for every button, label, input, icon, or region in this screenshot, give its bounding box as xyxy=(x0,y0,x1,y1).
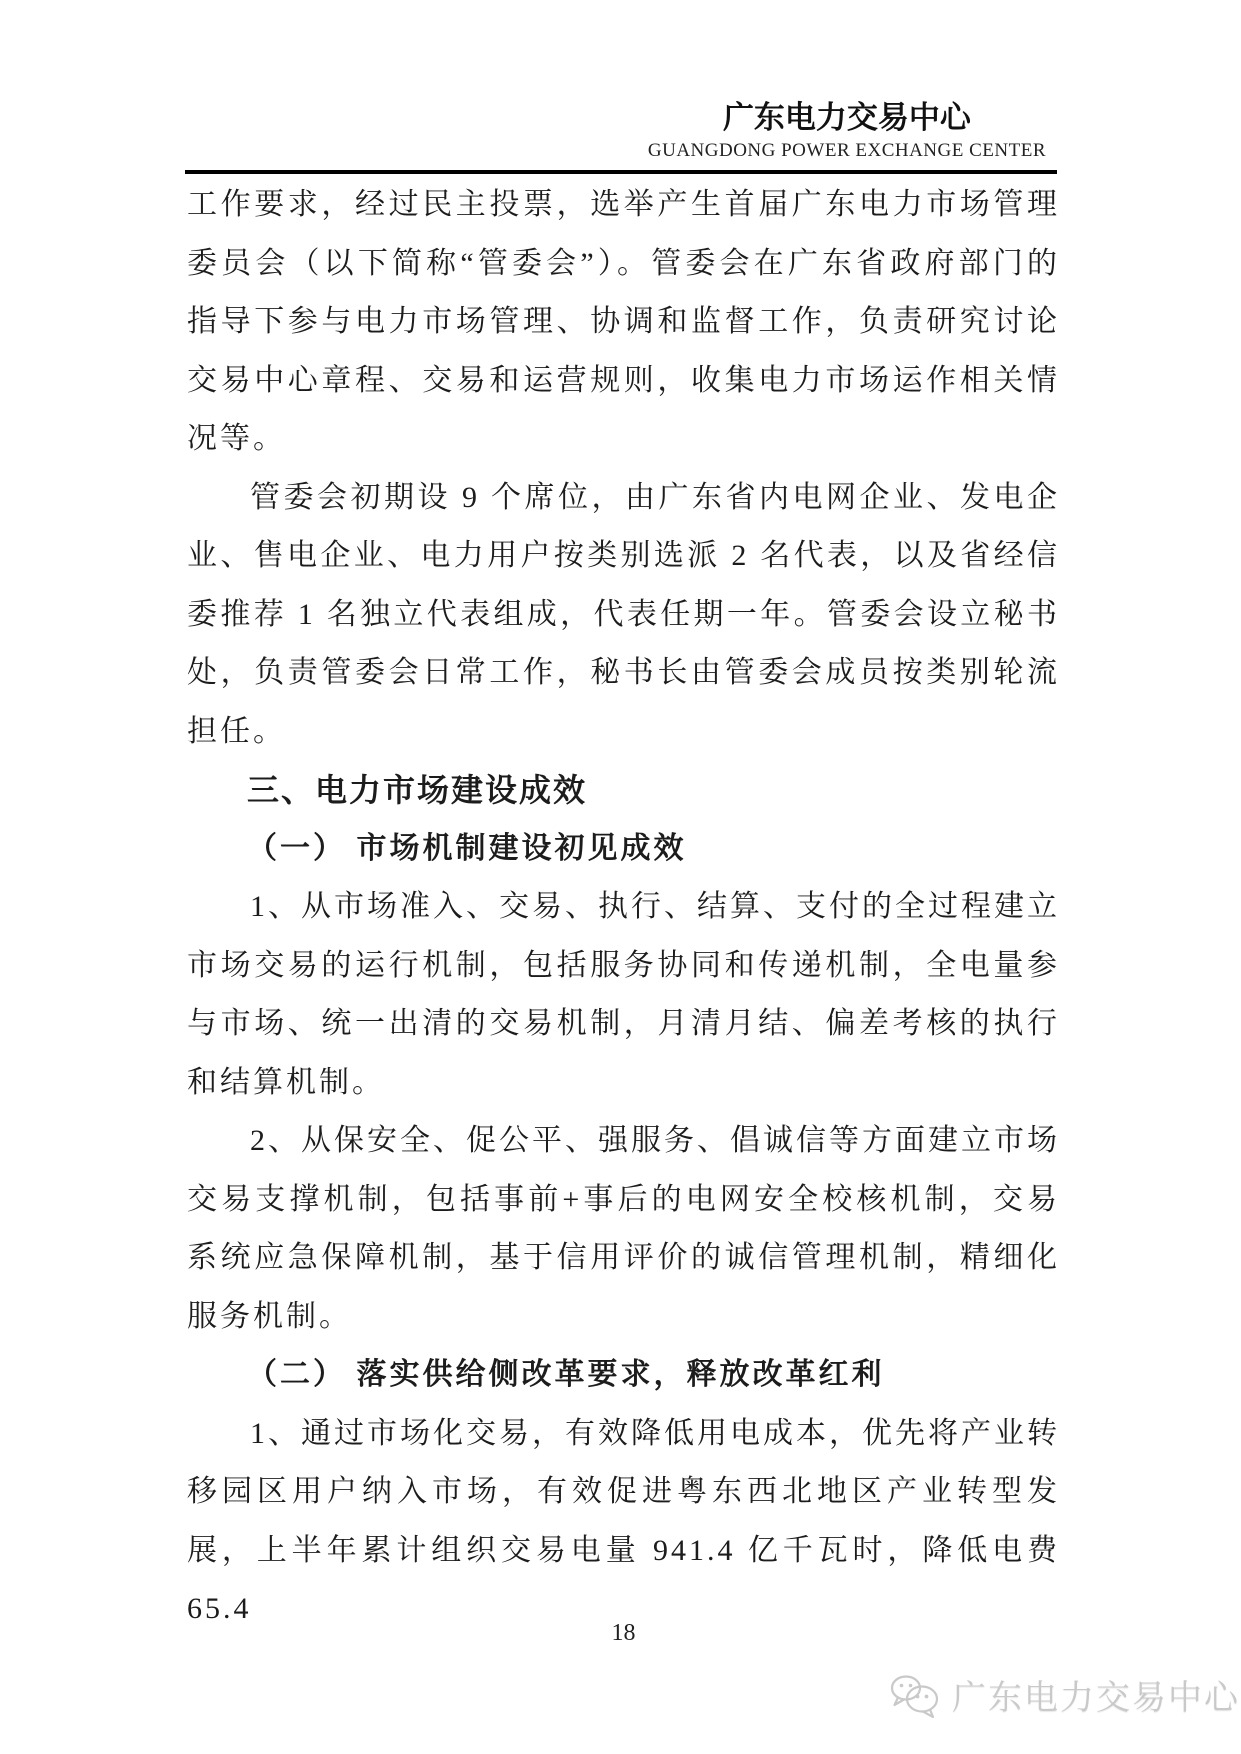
paragraph: 管委会初期设 9 个席位，由广东省内电网企业、发电企业、售电企业、电力用户按类别选派 2 名代表，以及省经信委推荐 1 名独立代表组成，代表任期一年。管委会设立秘书处，负责管委会日常工作，秘书长由管委会成员按类别轮流担任。 xyxy=(187,480,1060,748)
header-title: 广东电力交易中心 xyxy=(722,100,971,135)
paragraph: 2、从保安全、促公平、强服务、倡诚信等方面建立市场交易支撑机制，包括事前+事后的电网安全校核机制，交易系统应急保障机制，基于信用评价的诚信管理机制，精细化服务机制。 xyxy=(187,1124,1060,1333)
subsection-heading-1: （一） 市场机制建设初见成效 xyxy=(247,831,687,865)
wechat-icon xyxy=(888,1674,944,1722)
watermark-text: 广东电力交易中心 xyxy=(952,1679,1240,1717)
paragraph-continued: 工作要求，经过民主投票，选举产生首届广东电力市场管理委员会（以下简称“管委会”）。管委会在广东省政府部门的指导下参与电力市场管理、协调和监督工作，负责研究讨论交易中心章程、交易和运营规则，收集电力市场运作相关情况等。 xyxy=(187,188,1060,455)
watermark xyxy=(888,1674,1240,1722)
header-rule xyxy=(185,170,1057,174)
document-body xyxy=(187,176,1060,1639)
subsection-heading-2: （二） 落实供给侧改革要求，释放改革红利 xyxy=(247,1358,885,1391)
section-heading: 三、电力市场建设成效 xyxy=(247,772,588,808)
header-subtitle: GUANGDONG POWER EXCHANGE CENTER xyxy=(647,140,1046,161)
page-number: 18 xyxy=(611,1620,636,1646)
paragraph: 1、从市场准入、交易、执行、结算、支付的全过程建立市场交易的运行机制，包括服务协同和传递机制，全电量参与市场、统一出清的交易机制，月清月结、偏差考核的执行和结算机制。 xyxy=(187,890,1060,1099)
header-brand-block xyxy=(648,100,1046,163)
paragraph-cut-off: 1、通过市场化交易，有效降低用电成本，优先将产业转移园区用户纳入市场，有效促进粤东西北地区产业转型发展，上半年累计组织交易电量 941.4 亿千瓦时，降低电费 65.4 xyxy=(187,1416,1060,1625)
